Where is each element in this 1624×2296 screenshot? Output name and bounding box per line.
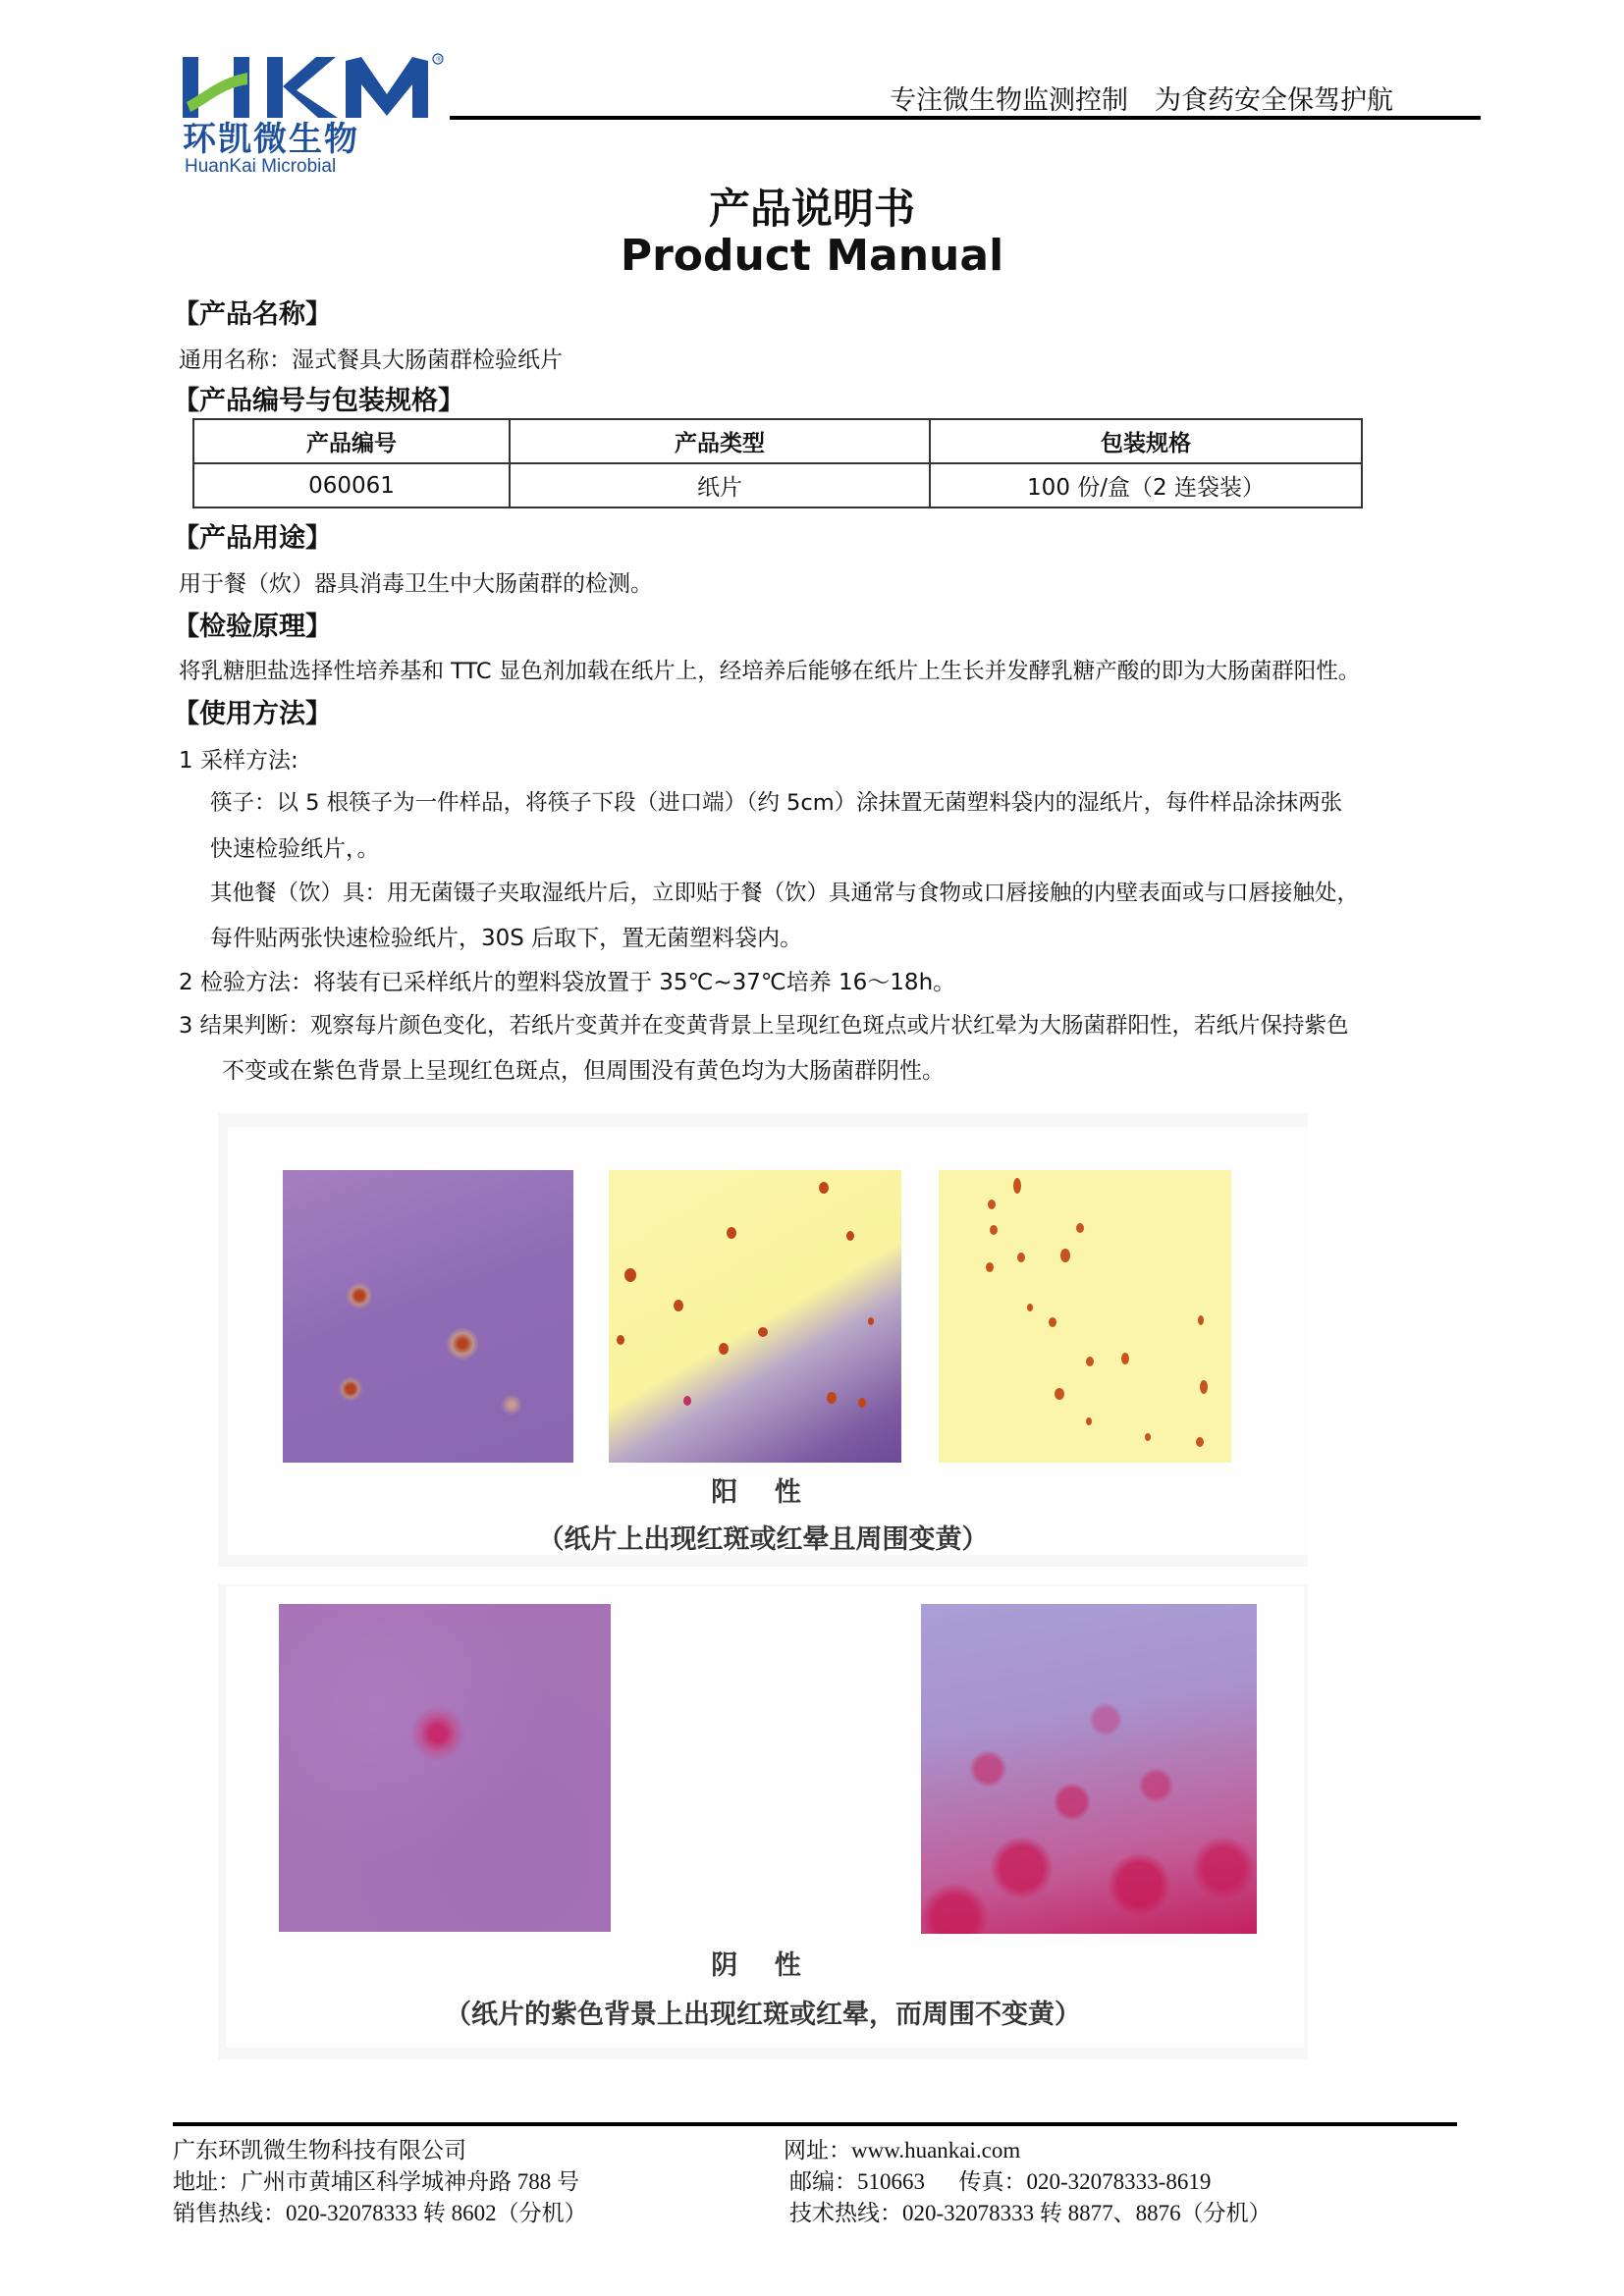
positive-sample-photo-mixed	[609, 1170, 901, 1463]
logo-english-name: HuanKai Microbial	[185, 156, 337, 177]
positive-sample-photo-yellow	[939, 1170, 1231, 1463]
negative-sample-photo-dense	[921, 1604, 1257, 1934]
negative-caption: （纸片的紫色背景上出现红斑或红晕，而周围不变黄）	[445, 2000, 1081, 2030]
footer-company-name: 广东环凯微生物科技有限公司	[173, 2138, 466, 2163]
principle-text: 将乳糖胆盐选择性培养基和 TTC 显色剂加载在纸片上，经培养后能够在纸片上生长并发酵乳糖产酸的即为大肠菌群阳性。	[179, 659, 1361, 684]
section-heading-usage: 【产品用途】	[173, 523, 332, 554]
svg-text:®: ®	[435, 55, 443, 64]
section-heading-method: 【使用方法】	[173, 699, 332, 729]
method-step-3-line-2: 不变或在紫色背景上呈现红色斑点，但周围没有黄色均为大肠菌群阴性。	[222, 1058, 945, 1084]
method-other-utensils-line-1: 其他餐（饮）具：用无菌镊子夹取湿纸片后，立即贴于餐（饮）具通常与食物或口唇接触的内壁表面或与口唇接触处，	[210, 881, 1360, 906]
page-title-cn: 产品说明书	[708, 185, 915, 233]
cell-package-spec: 100 份/盒（2 连袋装）	[930, 463, 1362, 507]
product-generic-name: 通用名称：湿式餐具大肠菌群检验纸片	[179, 347, 563, 373]
cell-product-code: 060061	[193, 463, 510, 507]
header-slogan: 专注微生物监测控制 为食药安全保驾护航	[890, 85, 1393, 116]
logo-chinese-name: 环凯微生物	[183, 120, 359, 159]
footer-website[interactable]: 网址：www.huankai.com	[784, 2138, 1021, 2163]
section-heading-spec: 【产品编号与包装规格】	[173, 386, 464, 416]
section-heading-principle: 【检验原理】	[173, 612, 332, 642]
positive-sample-photo-purple	[283, 1170, 573, 1463]
footer-address: 地址：广州市黄埔区科学城神舟路 788 号	[173, 2169, 579, 2194]
column-header-package-spec: 包装规格	[930, 419, 1362, 463]
spec-table	[192, 418, 1363, 508]
header-divider	[450, 116, 1481, 120]
footer-sales-hotline: 销售热线：020-32078333 转 8602（分机）	[173, 2201, 587, 2225]
hkm-logo-icon	[179, 51, 444, 122]
positive-result-figure	[218, 1113, 1308, 1567]
negative-sample-photo-spot	[279, 1604, 611, 1932]
positive-caption: （纸片上出现红斑或红晕且周围变黄）	[537, 1524, 989, 1555]
section-heading-product-name: 【产品名称】	[173, 299, 332, 330]
footer-postcode-fax: 邮编：510663 传真：020-32078333-8619	[789, 2169, 1212, 2194]
table-row	[193, 463, 1362, 507]
method-other-utensils-line-2: 每件贴两张快速检验纸片，30S 后取下，置无菌塑料袋内。	[210, 926, 803, 951]
method-step-2: 2 检验方法：将装有已采样纸片的塑料袋放置于 35℃~37℃培养 16～18h。	[179, 970, 956, 995]
method-step-3-line-1: 3 结果判断：观察每片颜色变化，若纸片变黄并在变黄背景上呈现红色斑点或片状红晕为大肠菌群阳性，若纸片保持紫色	[179, 1013, 1349, 1039]
method-chopsticks-line-1: 筷子：以 5 根筷子为一件样品，将筷子下段（进口端）（约 5cm）涂抹置无菌塑料袋内的湿纸片，每件样品涂抹两张	[210, 790, 1343, 816]
negative-result-figure	[218, 1584, 1308, 2059]
footer-divider	[173, 2122, 1457, 2126]
cell-product-type: 纸片	[510, 463, 930, 507]
page-title-en: Product Manual	[620, 231, 1004, 281]
method-chopsticks-line-2: 快速检验纸片，。	[210, 836, 380, 862]
column-header-product-code: 产品编号	[193, 419, 510, 463]
method-step-1-title: 1 采样方法:	[179, 748, 298, 774]
footer-tech-hotline: 技术热线：020-32078333 转 8877、8876（分机）	[789, 2201, 1272, 2225]
usage-text: 用于餐（炊）器具消毒卫生中大肠菌群的检测。	[179, 571, 653, 597]
company-logo	[179, 51, 463, 177]
table-header-row	[193, 419, 1362, 463]
positive-label: 阳 性	[711, 1477, 815, 1508]
negative-label: 阴 性	[711, 1950, 815, 1981]
column-header-product-type: 产品类型	[510, 419, 930, 463]
